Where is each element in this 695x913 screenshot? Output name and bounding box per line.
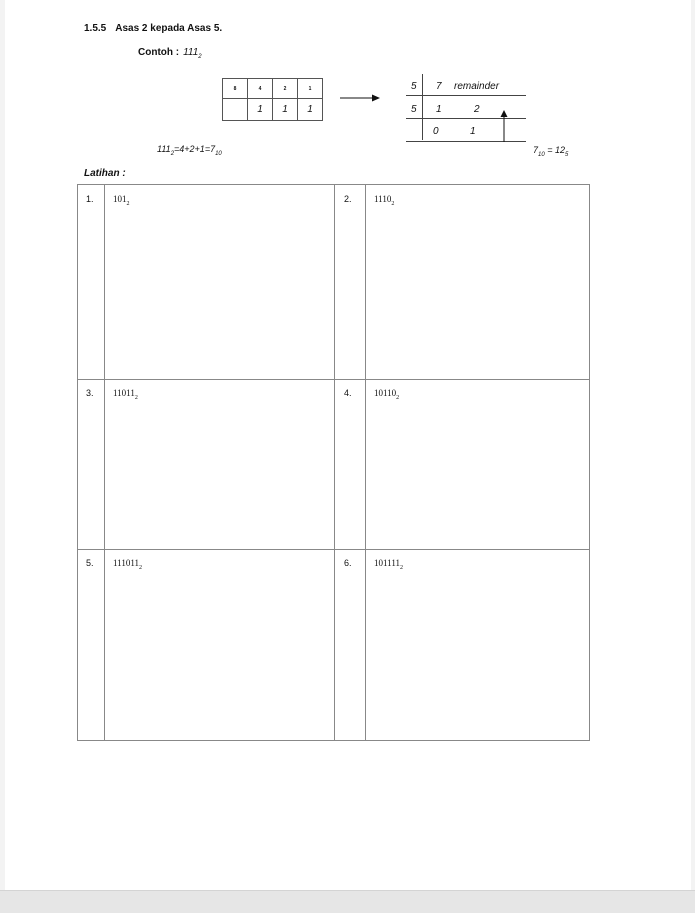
grid-line: [365, 185, 366, 740]
section-number: 1.5.5: [84, 23, 107, 34]
question-value: $101111_2$: [374, 558, 403, 571]
grid-line: [78, 379, 589, 380]
remainder-header: remainder: [454, 81, 500, 92]
place-value-table: [222, 78, 323, 121]
remainder-value: 1: [470, 126, 476, 137]
section-heading: [84, 23, 222, 34]
exercise-grid: [77, 184, 590, 741]
division-working: [400, 74, 530, 146]
division-divider: [422, 74, 423, 140]
question-value: $10110_2$: [374, 388, 400, 401]
example-label: Contoh :: [138, 47, 180, 58]
divisor: 5: [411, 81, 417, 92]
grid-line: [104, 185, 105, 740]
question-number: 5.: [86, 558, 94, 568]
question-number: 6.: [344, 558, 352, 568]
digit-cell: 1: [273, 99, 298, 121]
question-value: $101_2$: [113, 194, 130, 207]
place-value-cell: 2: [273, 79, 298, 99]
question-number: 4.: [344, 388, 352, 398]
division-line: [406, 95, 526, 96]
example-label-line: [138, 47, 202, 58]
quotient: 1: [436, 104, 442, 115]
dividend: 7: [436, 81, 442, 92]
right-arrow-icon: [340, 93, 380, 103]
digit-row: [223, 99, 323, 121]
digit-cell: [223, 99, 248, 121]
place-value-row: [223, 79, 323, 99]
place-value-cell: 1: [298, 79, 323, 99]
question-value: $1110_2$: [374, 194, 395, 207]
question-number: 3.: [86, 388, 94, 398]
question-value: $11011_2$: [113, 388, 138, 401]
place-value-cell: 8: [223, 79, 248, 99]
expansion-equation: $111_2=4+2+1=7_{10}$: [157, 144, 222, 157]
question-value: $111011_2$: [113, 558, 142, 571]
divisor: 5: [411, 104, 417, 115]
question-number: 2.: [344, 194, 352, 204]
result-equation: $7_{10} = 12_5$: [533, 145, 569, 158]
viewer-bottom-bar: [0, 890, 695, 913]
example-value: $111_2$: [183, 47, 202, 60]
up-arrow-icon: [499, 110, 509, 142]
section-title: Asas 2 kepada Asas 5.: [115, 23, 223, 34]
digit-cell: 1: [248, 99, 273, 121]
grid-line: [334, 185, 335, 740]
final-quotient: 0: [433, 126, 439, 137]
place-value-cell: 4: [248, 79, 273, 99]
grid-line: [78, 549, 589, 550]
remainder-value: 2: [474, 104, 480, 115]
question-number: 1.: [86, 194, 94, 204]
digit-cell: 1: [298, 99, 323, 121]
exercise-label: Latihan :: [84, 168, 126, 179]
